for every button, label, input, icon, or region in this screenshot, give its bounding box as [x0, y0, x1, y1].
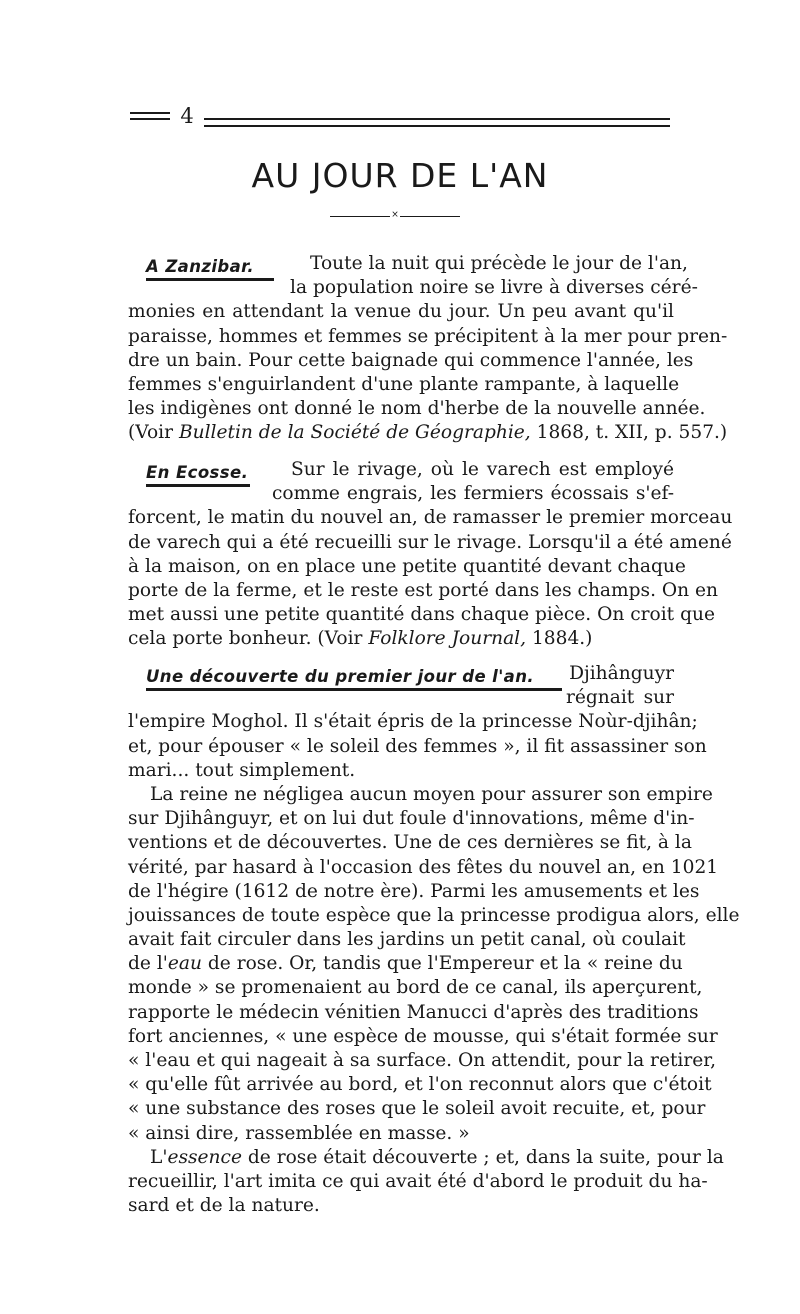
- emphasis-eau: eau: [167, 953, 202, 975]
- text-fragment: 1868, t. XII, p. 557.): [536, 422, 728, 444]
- title-ornament: [330, 210, 460, 221]
- text-line: femmes s'enguirlandent d'une plante rampante, à laquelle: [128, 373, 680, 395]
- text-line: de varech qui a été recueilli sur le rivage. Lorsqu'il a été amené: [128, 531, 732, 553]
- text-line: [128, 1146, 724, 1170]
- section-ecosse: [128, 458, 733, 652]
- section-zanzibar: [128, 252, 728, 446]
- text-line: [128, 627, 674, 651]
- text-line: et, pour épouser « le soleil des femmes », il fit assassiner son: [128, 735, 707, 757]
- text-fragment: 1884.): [531, 628, 593, 650]
- header-rule-right-bottom: [204, 125, 670, 127]
- text-line: mari... tout simplement.: [128, 759, 356, 781]
- ornament-cross: ×: [391, 210, 399, 220]
- text-line: jouissances de toute espèce que la princesse prodigua alors, elle: [128, 904, 740, 926]
- text-line: avait fait circuler dans les jardins un petit canal, où coulait: [128, 929, 686, 951]
- heading-underline-ecosse: [146, 484, 250, 487]
- text-fragment: L': [150, 1146, 168, 1168]
- text-line: sard et de la nature.: [128, 1195, 320, 1217]
- text-fragment: cela porte bonheur. (Voir: [128, 628, 363, 650]
- text-line: recueillir, l'art imita ce qui avait été d'abord le produit du ha-: [128, 1170, 708, 1192]
- text-fragment: de rose était découverte ; et, dans la suite, pour la: [247, 1146, 724, 1168]
- text-line: monde » se promenaient au bord de ce canal, ils aperçurent,: [128, 977, 703, 999]
- text-line: Djihânguyr: [569, 663, 674, 684]
- section-heading-zanzibar: A Zanzibar.: [146, 257, 255, 276]
- text-line: paraisse, hommes et femmes se précipitent à la mer pour pren-: [128, 325, 728, 347]
- text-line: porte de la ferme, et le reste est porté dans les champs. On en: [128, 579, 719, 601]
- text-line: « qu'elle fût arrivée au bord, et l'on reconnut alors que c'étoit: [128, 1074, 712, 1096]
- chapter-title: AU JOUR DE L'AN: [251, 156, 549, 195]
- text-line: fort anciennes, « une espèce de mousse, qui s'était formée sur: [128, 1025, 718, 1047]
- text-line: [128, 952, 683, 976]
- header-rule-right-top: [204, 118, 670, 120]
- text-line: [128, 421, 728, 445]
- text-line: les indigènes ont donné le nom d'herbe de la nouvelle année.: [128, 398, 706, 420]
- text-line: « une substance des roses que le soleil avoit recuite, et, pour: [128, 1098, 706, 1120]
- section-heading-decouverte: Une découverte du premier jour de l'an.: [146, 667, 535, 686]
- text-line: sur Djihânguyr, et on lui dut foule d'innovations, même d'in-: [128, 808, 695, 830]
- heading-underline-zanzibar: [146, 278, 274, 281]
- text-line: la population noire se livre à diverses céré-: [290, 277, 698, 299]
- heading-underline-decouverte: [146, 688, 562, 691]
- header-rule-left-bottom: [130, 118, 170, 120]
- text-line: monies en attendant la venue du jour. Un peu avant qu'il: [128, 301, 674, 323]
- text-line: Sur le rivage, où le varech est employé: [291, 459, 674, 480]
- text-line: comme engrais, les fermiers écossais s'ef-: [272, 483, 674, 505]
- text-line: à la maison, on en place une petite quantité devant chaque: [128, 555, 686, 577]
- text-fragment: de l': [128, 953, 168, 975]
- text-fragment: de rose. Or, tandis que l'Empereur et la « reine du: [207, 953, 683, 975]
- header-rule-left-top: [130, 112, 170, 114]
- emphasis-essence: essence: [167, 1146, 242, 1168]
- citation-title: Folklore Journal,: [368, 628, 527, 650]
- text-fragment: (Voir: [128, 422, 174, 444]
- page-number: 4: [180, 104, 194, 128]
- text-line: « ainsi dire, rassemblée en masse. »: [128, 1122, 470, 1144]
- text-line: forcent, le matin du nouvel an, de ramasser le premier morceau: [128, 507, 733, 529]
- section-decouverte: [128, 662, 740, 1218]
- text-line: « l'eau et qui nageait à sa surface. On attendit, pour la retirer,: [128, 1050, 717, 1071]
- text-line: l'empire Moghol. Il s'était épris de la princesse Noùr-djihân;: [128, 711, 698, 733]
- text-line: de l'hégire (1612 de notre ère). Parmi les amusements et les: [128, 880, 700, 902]
- section-heading-ecosse: En Ecosse.: [146, 463, 249, 482]
- citation-title: Bulletin de la Société de Géographie,: [178, 422, 531, 444]
- text-line: régnait sur: [566, 687, 674, 709]
- text-line: dre un bain. Pour cette baignade qui commence l'année, les: [128, 349, 694, 371]
- text-line: met aussi une petite quantité dans chaque pièce. On croit que: [128, 604, 715, 626]
- text-line: Toute la nuit qui précède le jour de l'an,: [310, 253, 688, 274]
- text-line: vérité, par hasard à l'occasion des fêtes du nouvel an, en 1021: [128, 856, 719, 878]
- text-line: ventions et de découvertes. Une de ces dernières se fit, à la: [128, 832, 692, 854]
- text-line: rapporte le médecin vénitien Manucci d'après des traditions: [128, 1001, 699, 1023]
- text-line: La reine ne négligea aucun moyen pour assurer son empire: [150, 783, 713, 805]
